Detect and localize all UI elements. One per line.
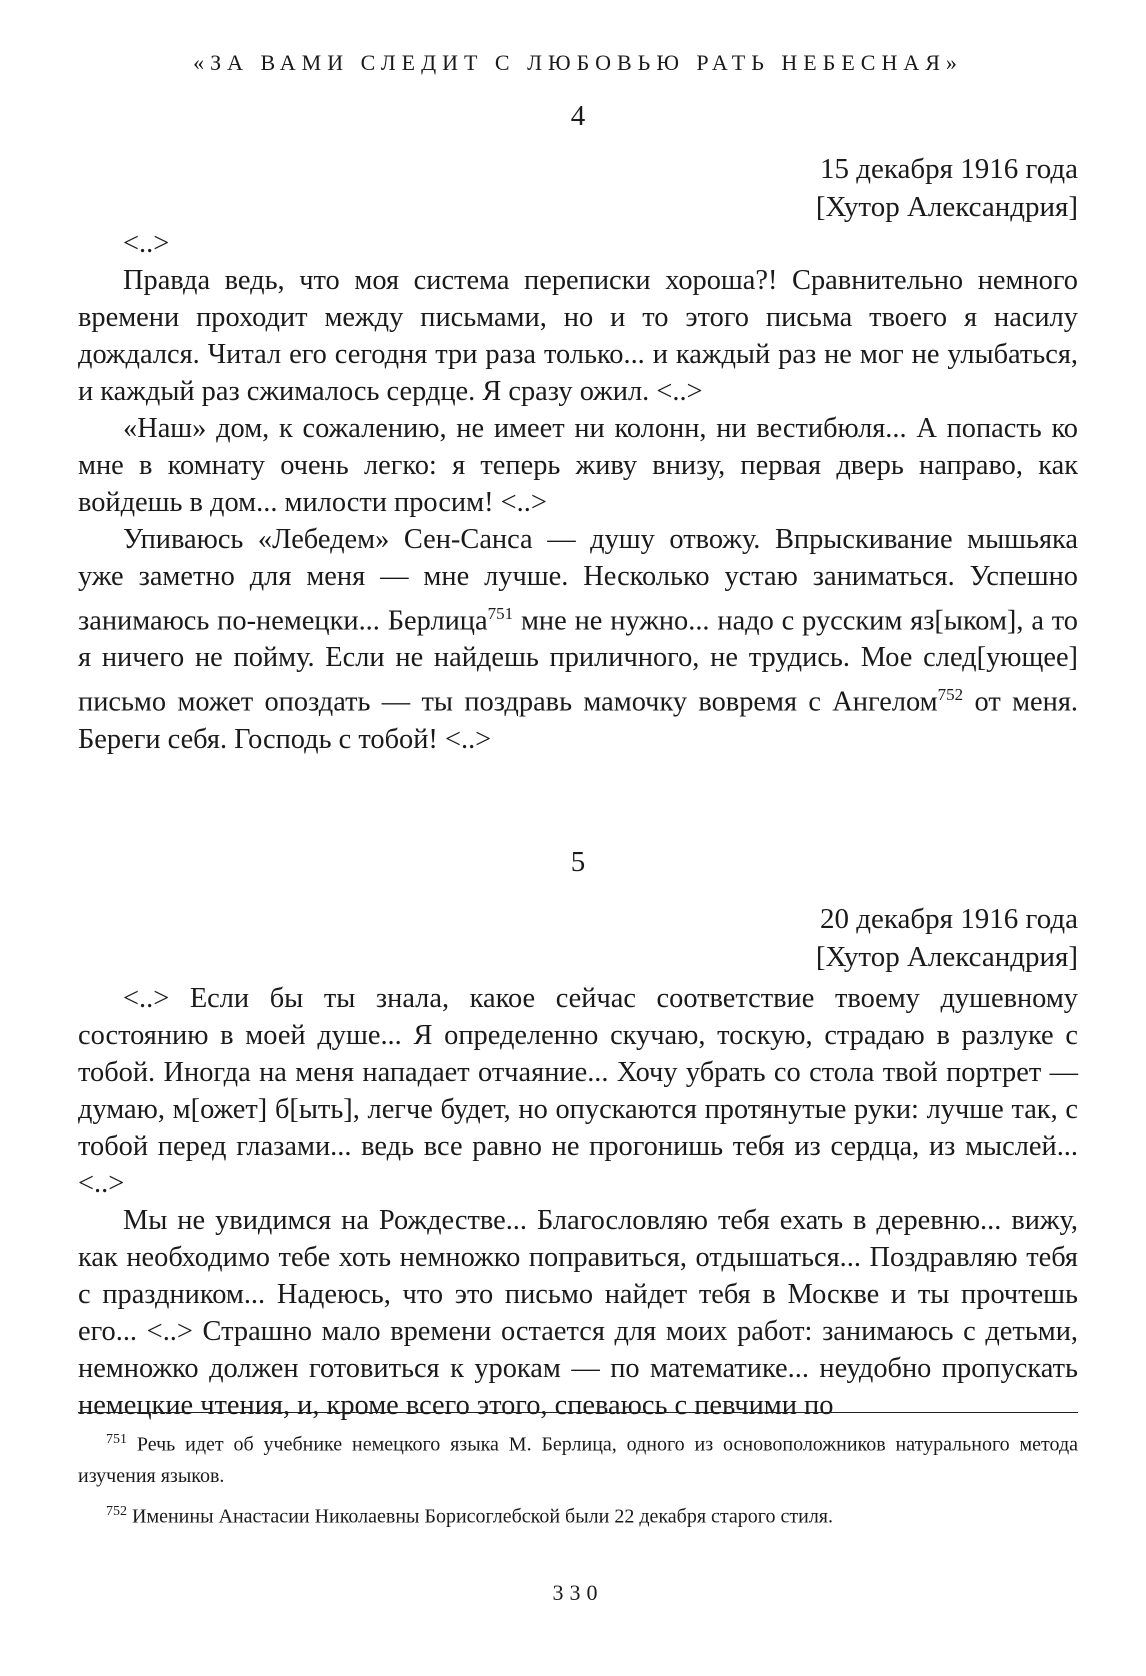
- letter-4-paragraph-3: «Наш» дом, к сожалению, не имеет ни колонн, ни вестибюля... А попасть ко мне в комнату очень легко: я теперь живу внизу, первая дверь направо, как войдешь в дом... милости просим! <..>: [78, 413, 1078, 518]
- letter-5-number: 5: [570, 846, 586, 878]
- footnote-751: [78, 1424, 1078, 1492]
- letter-4-place: [Хутор Александрия]: [815, 191, 1078, 223]
- footnotes: [78, 1424, 1078, 1536]
- footnote-752: [78, 1496, 1078, 1533]
- letter-4-dateline: [816, 150, 1078, 226]
- letter-4-paragraph-1: <..>: [123, 228, 170, 259]
- letter-5-paragraph-1: <..> Если бы ты знала, какое сейчас соответствие твоему душевному состоянию в моей душе... Я определенно скучаю, тоскую, страдаю в разлуке с тобой. Иногда на меня нападает отчаяние... Хочу убрать со стола твой портрет — думаю, м[ожет] б[ыть], легче будет, но опускаются протянутые руки: лучше так, с тобой перед глазами... ведь все равно не прогонишь тебя из сердца, из мыслей... <..>: [78, 983, 1078, 1199]
- footnote-ref-751[interactable]: 751: [487, 604, 514, 623]
- letter-5-place: [Хутор Александрия]: [815, 941, 1078, 973]
- footnote-divider: [78, 1412, 1078, 1413]
- footnote-marker: 752: [106, 1503, 127, 1519]
- letter-4-paragraph-2: Правда ведь, что моя система переписки хороша?! Сравнительно немного времени проходит между письмами, но и то этого письма твоего я насилу дождался. Читал его сегодня три раза только... и каждый раз не мог не улыбаться, и каждый раз сжималось сердце. Я сразу ожил. <..>: [78, 265, 1078, 407]
- letter-5-paragraph-2: Мы не увидимся на Рождестве... Благословляю тебя ехать в деревню... вижу, как необходимо тебе хоть немножко поправиться, отдышаться... Поздравляю тебя с праздником... Надеюсь, что это письмо найдет тебя в Москве и ты прочтешь его... <..> Страшно мало времени остается для моих работ: занимаюсь с детьми, немножко должен готовиться к урокам — по математике... неудобно пропускать немецкие чтения, и, кроме всего этого, спеваюсь с певчими по: [78, 1205, 1078, 1421]
- letter-5-body: [78, 980, 1078, 1424]
- letter-4-body: [78, 225, 1078, 758]
- letter-4-date: 15 декабря 1916 года: [820, 153, 1078, 185]
- footnote-ref-752[interactable]: 752: [937, 685, 964, 705]
- letter-4-number: 4: [570, 100, 586, 132]
- page-number: 330: [552, 1580, 604, 1605]
- running-head: «ЗА ВАМИ СЛЕДИТ С ЛЮБОВЬЮ РАТЬ НЕБЕСНАЯ»: [193, 50, 963, 75]
- letter-5-dateline: [816, 900, 1078, 976]
- footnote-marker: 751: [106, 1432, 127, 1447]
- letter-5-date: 20 декабря 1916 года: [820, 903, 1078, 935]
- letter-4-paragraph-4: [78, 521, 1078, 758]
- paragraph-text: от меня. Береги себя. Господь с тобой! <..>: [78, 686, 1078, 755]
- paragraph-text: мне не нужно... надо с русским яз[ыком], а то я ничего не пойму. Если не найдешь приличного, не трудись. Мое след[ующее] письмо может опоздать — ты поздравь мамочку вовремя с Ангелом: [78, 605, 1079, 718]
- footnote-text: Именины Анастасии Николаевны Борисоглебской были 22 декабря старого стиля.: [127, 1505, 833, 1528]
- footnote-text: Речь идет об учебнике немецкого языка М. Берлица, одного из основоположников натурального метода изучения языков.: [78, 1433, 1078, 1487]
- paragraph-text: Упиваюсь «Лебедем» Сен-Санса — душу отвожу. Впрыскивание мышьяка уже заметно для меня — мне лучше. Несколько устаю заниматься. Успешно занимаюсь по-немецки... Берлица: [78, 524, 1078, 637]
